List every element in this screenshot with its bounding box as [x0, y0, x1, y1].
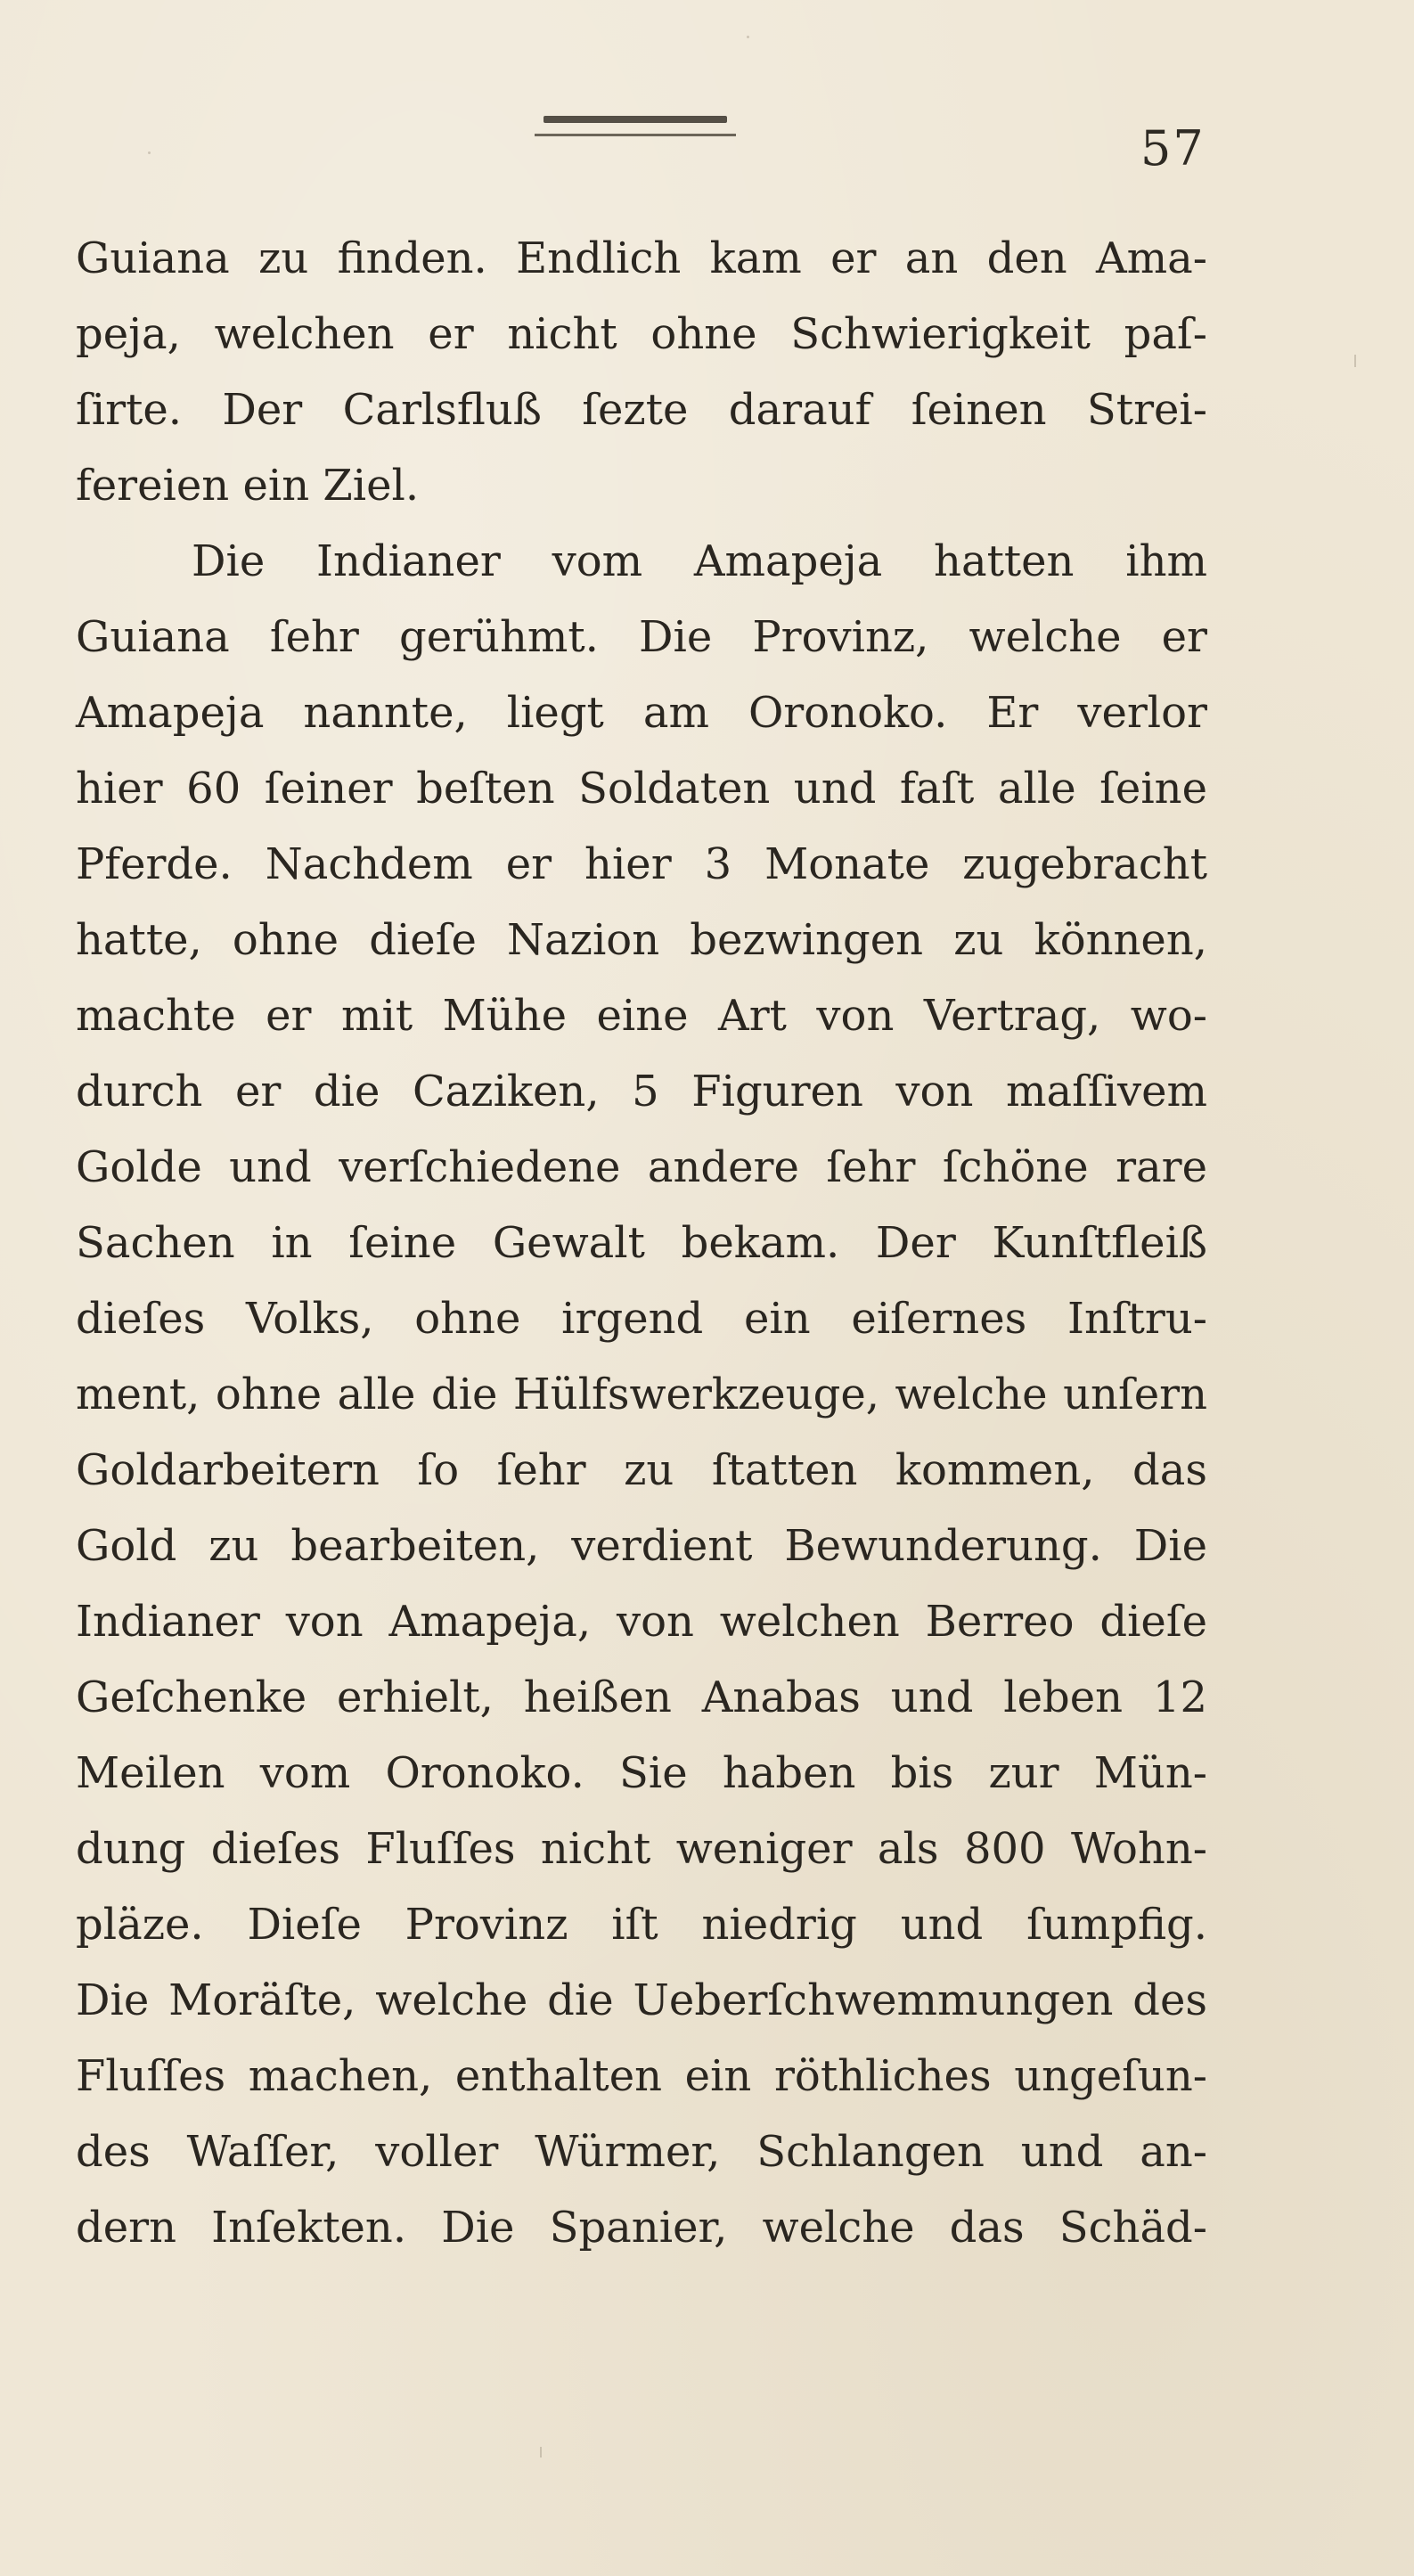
text-line: des Waſſer, voller Würmer, Schlangen und an-: [76, 2127, 1207, 2177]
text-line: durch er die Caziken, 5 Figuren von maſſivem: [76, 1067, 1207, 1116]
text-line: machte er mit Mühe eine Art von Vertrag, wo-: [76, 991, 1207, 1041]
text-line: Fluſſes machen, enthalten ein röthliches ungeſun-: [76, 2051, 1207, 2101]
text-line: Meilen vom Oronoko. Sie haben bis zur Mün-: [76, 1748, 1207, 1798]
text-line: Geſchenke erhielt, heißen Anabas und leben 12: [76, 1672, 1207, 1722]
text-line: peja, welchen er nicht ohne Schwierigkeit paſ-: [76, 309, 1207, 359]
text-line: Sachen in ſeine Gewalt bekam. Der Kunſtfleiß: [76, 1218, 1207, 1268]
text-line: Die Moräſte, welche die Ueberſchwemmungen des: [76, 1975, 1207, 2025]
paper-speck: [1354, 355, 1356, 367]
text-line: dung dieſes Fluſſes nicht weniger als 800 Wohn-: [76, 1824, 1207, 1874]
header-ornament-rule: [535, 114, 736, 141]
text-line: dern Inſekten. Die Spanier, welche das Schäd-: [76, 2203, 1207, 2253]
text-line: ſirte. Der Carlsfluß ſezte darauf ſeinen Strei-: [76, 385, 1207, 435]
text-line: Pferde. Nachdem er hier 3 Monate zugebracht: [76, 839, 1207, 889]
paper-speck: [148, 151, 151, 154]
text-line: Guiana ſehr gerühmt. Die Provinz, welche er: [76, 612, 1207, 662]
text-line: hatte, ohne dieſe Nazion bezwingen zu können,: [76, 915, 1207, 965]
text-line: ment, ohne alle die Hülfswerkzeuge, welche unſern: [76, 1370, 1207, 1419]
text-line: Gold zu bearbeiten, verdient Bewunderung. Die: [76, 1521, 1207, 1571]
text-line: Indianer von Amapeja, von welchen Berreo dieſe: [76, 1597, 1207, 1647]
text-line: dieſes Volks, ohne irgend ein eiſernes Inſtru-: [76, 1294, 1207, 1344]
ornament-thick-rule: [544, 116, 727, 123]
text-line: Goldarbeitern ſo ſehr zu ſtatten kommen, das: [76, 1445, 1207, 1495]
body-text: [76, 221, 1207, 2266]
text-line: Golde und verſchiedene andere ſehr ſchöne rare: [76, 1142, 1207, 1192]
text-line: pläze. Dieſe Provinz iſt niedrig und ſumpfig.: [76, 1900, 1207, 1950]
text-line: fereien ein Ziel.: [76, 461, 420, 511]
text-line: Amapeja nannte, liegt am Oronoko. Er verlor: [76, 688, 1207, 738]
ornament-thin-rule: [535, 134, 736, 136]
paper-speck: [540, 2447, 542, 2457]
text-line: Die Indianer vom Amapeja hatten ihm: [192, 536, 1207, 586]
text-line: Guiana zu finden. Endlich kam er an den Ama-: [76, 233, 1207, 283]
paper-speck: [747, 36, 749, 38]
text-line: hier 60 ſeiner beſten Soldaten und faſt alle ſeine: [76, 764, 1207, 814]
page-number: 57: [1140, 120, 1206, 176]
